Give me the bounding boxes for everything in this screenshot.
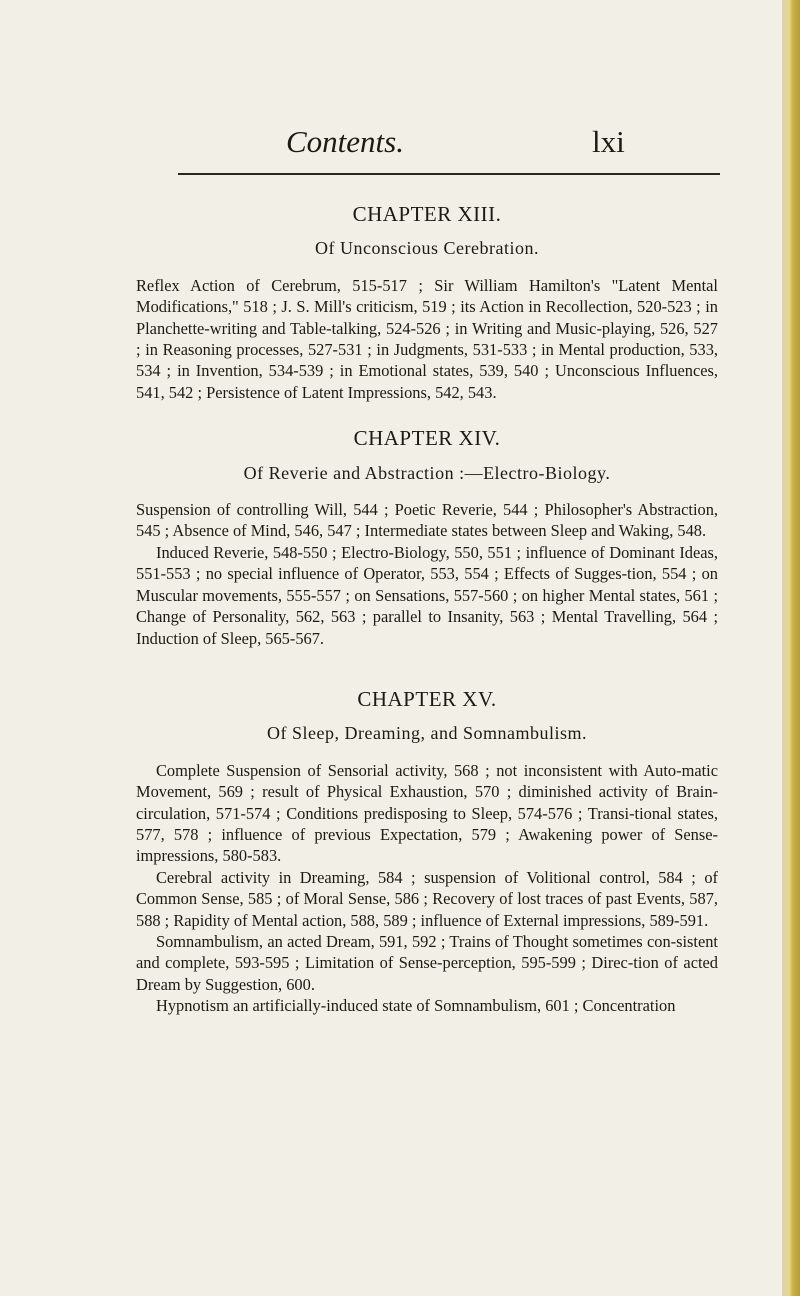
running-head [0,124,785,164]
header-rule [178,173,720,175]
chapter-heading: CHAPTER XIII. [352,202,502,226]
chapter-heading: CHAPTER XV. [357,686,497,711]
page-number: lxi [592,124,625,159]
page-edge [782,0,800,1296]
chapter-heading: CHAPTER XIV. [353,426,501,451]
chapter-summary: Suspension of controlling Will, 544 ; Poetic Reverie, 544 ; Philosopher's Abstraction, 545 ; Absence of Mind, 546, 547 ; Intermediate states between Sleep and Waking, 548. [136,500,718,541]
running-head-title: Contents. [286,124,404,159]
chapter-summary: Complete Suspension of Sensorial activity, 568 ; not inconsistent with Auto-matic Movement, 569 ; result of Physical Exhaustion, 570 ; diminished activity of Brain-circulation, 571-574 ; Conditions predisposing to Sleep, 574-576 ; Transi-tional states, 577, 578 ; influence of previous Expectation, 579 ; Awakening power of Sense-impressions, 580-583. [136,760,718,866]
chapter-title: Of Reverie and Abstraction :—Electro-Biology. [243,462,611,483]
chapter-summary: Reflex Action of Cerebrum, 515-517 ; Sir William Hamilton's "Latent Mental Modifications," 518 ; J. S. Mill's criticism, 519 ; its Action in Recollection, 520-523 ; in Planchette-writing and Table-talking, 524-526 ; in Writing and Music-playing, 526, 527 ; in Reasoning processes, 527-531 ; in Judgments, 531-533 ; in Mental production, 533, 534 ; in Invention, 534-539 ; in Emotional states, 539, 540 ; Unconscious Influences, 541, 542 ; Persistence of Latent Impressions, 542, 543. [136,275,718,402]
chapter-14 [136,428,718,649]
contents-body [136,204,718,1017]
chapter-summary: Somnambulism, an acted Dream, 591, 592 ; Trains of Thought sometimes con-sistent and complete, 593-595 ; Limitation of Sense-perception, 595-599 ; Direc-tion of acted Dream by Suggestion, 600. [136,931,718,994]
chapter-title: Of Unconscious Cerebration. [315,238,539,259]
chapter-summary: Induced Reverie, 548-550 ; Electro-Biology, 550, 551 ; influence of Dominant Ideas, 551-553 ; no special influence of Operator, 553, 554 ; Effects of Sugges-tion, 554 ; on Muscular movements, 555-557 ; on Sensations, 557-560 ; on higher Mental states, 561 ; Change of Personality, 562, 563 ; parallel to Insanity, 563 ; Mental Travelling, 564 ; Induction of Sleep, 565-567. [136,542,718,648]
chapter-title: Of Sleep, Dreaming, and Somnambulism. [267,723,587,744]
chapter-summary: Cerebral activity in Dreaming, 584 ; suspension of Volitional control, 584 ; of Common Sense, 585 ; of Moral Sense, 586 ; Recovery of lost traces of past Events, 587, 588 ; Rapidity of Mental action, 588, 589 ; influence of External impressions, 589-591. [136,867,718,930]
chapter-summary: Hypnotism an artificially-induced state of Somnambulism, 601 ; Concentration [156,996,676,1016]
chapter-13 [136,204,718,403]
chapter-15 [136,686,718,1017]
